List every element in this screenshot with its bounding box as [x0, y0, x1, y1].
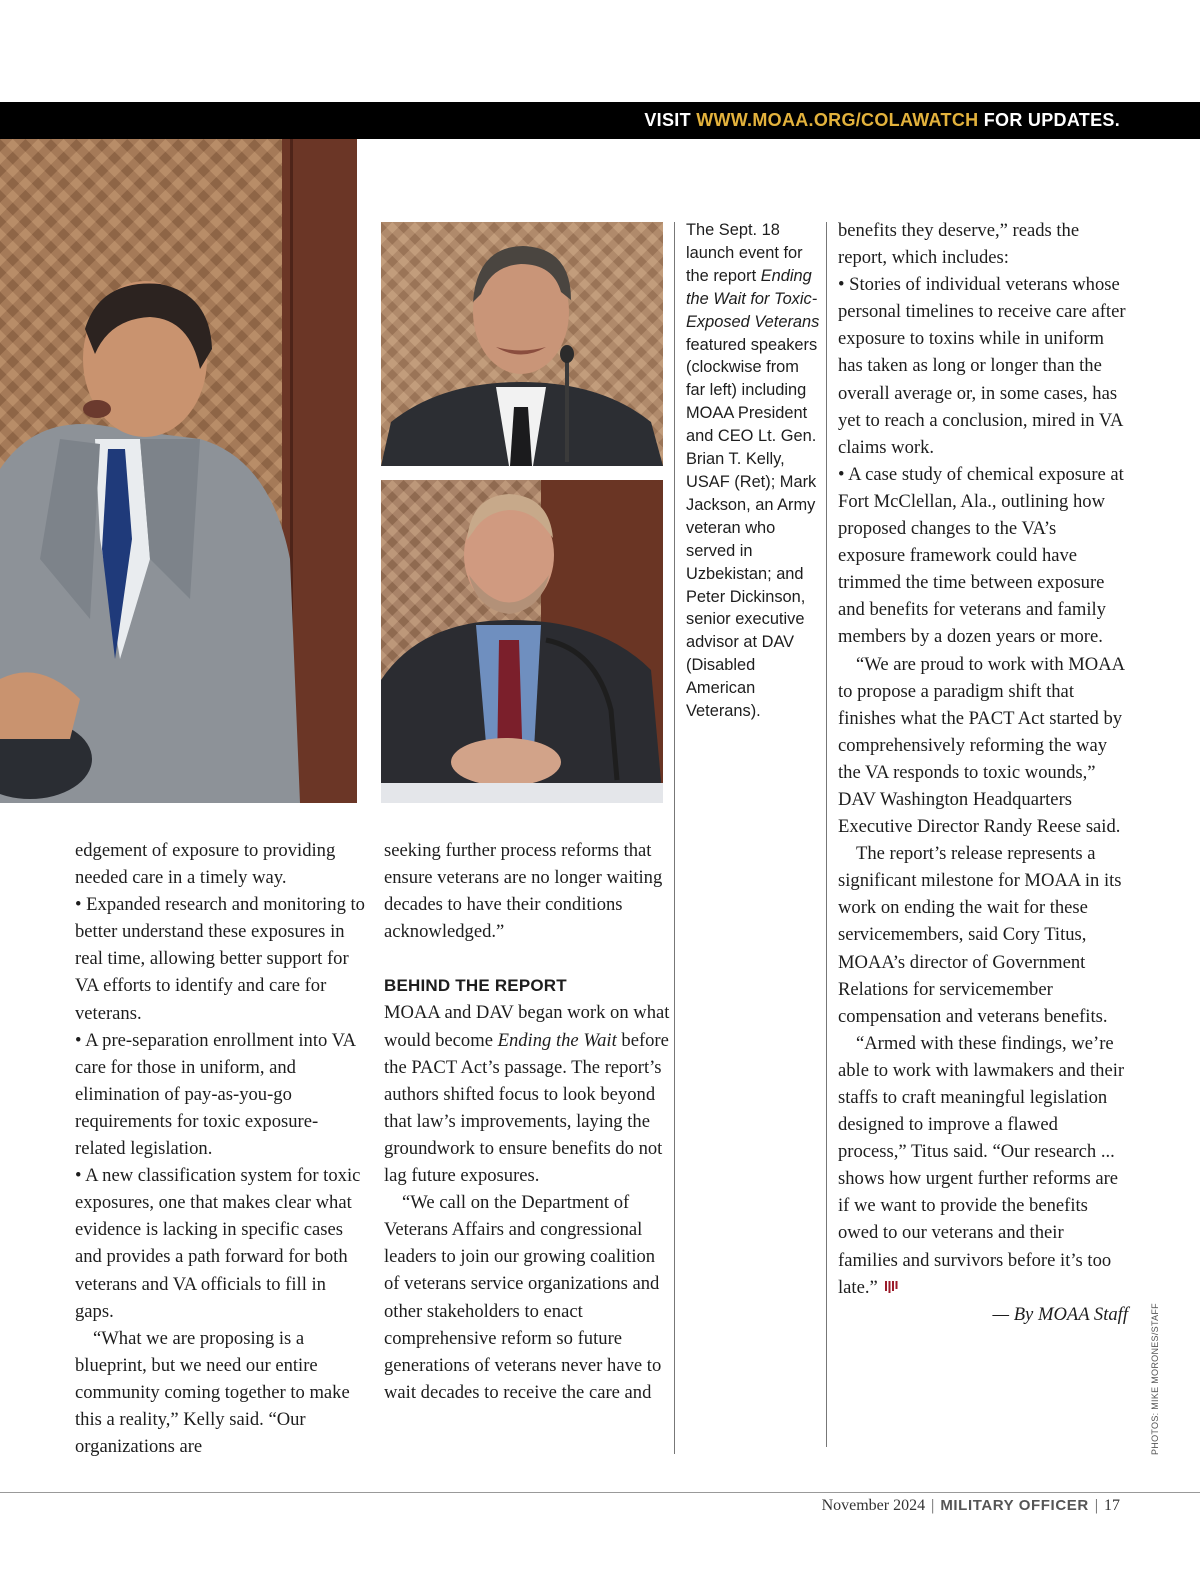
photo-caption	[686, 219, 820, 723]
paragraph: The report’s release represents a significant milestone for MOAA in its work on ending the wait for these servicemembers, said Cory Titus, MOAA’s director of Government Relations for servicemember compensation and veterans benefits.	[838, 843, 1122, 1027]
magazine-name: MILITARY OFFICER	[940, 1497, 1089, 1514]
banner-suffix: FOR UPDATES.	[978, 110, 1120, 130]
bullet-item: • A case study of chemical exposure at Fort McClellan, Ala., outlining how proposed changes to the VA’s exposure framework could have trimmed the time between exposure and benefits for veterans and family members by a dozen years or more.	[838, 463, 1124, 648]
caption-text-start: The Sept. 18 launch event for the report	[686, 221, 803, 285]
bullet-item: • Expanded research and monitoring to better understand these exposures in real time, allowing better support for VA efforts to identify and care for veterans.	[75, 894, 365, 1024]
column-divider	[826, 222, 827, 1447]
photo-credit: PHOTOS: MIKE MORONES/STAFF	[1150, 1303, 1160, 1455]
photo-jackson	[381, 222, 663, 466]
section-heading: BEHIND THE REPORT	[384, 976, 567, 996]
article-column-1	[75, 837, 365, 1460]
paragraph: edgement of exposure to providing needed care in a timely way.	[75, 840, 336, 889]
bullet-item: • A new classification system for toxic exposures, one that makes clear what evidence is lacking in specific cases and provides a path forward for both veterans and VA officials to fill in gaps.	[75, 1165, 361, 1322]
issue-date: November 2024	[821, 1497, 926, 1514]
photo-kelly-speaking	[0, 139, 357, 803]
page-number: 17	[1104, 1497, 1120, 1514]
footer-separator: |	[1094, 1497, 1098, 1514]
caption-text-end: featured speakers (clockwise from far left) including MOAA President and CEO Lt. Gen. Brian T. Kelly, USAF (Ret); Mark Jackson, an Army veteran who served in Uzbekistan; and Peter Dickinson, senior executive advisor at DAV (Disabled American Veterans).	[686, 335, 818, 721]
column-divider	[674, 222, 675, 1454]
paragraph: “We call on the Department of Veterans Affairs and congressional leaders to join our growing coalition of veterans service organizations and other stakeholders to enact comprehensive reform so future generations of veterans never have to wait decades to receive the care and	[384, 1192, 662, 1403]
caption-report-title: Ending the Wait for Toxic-Exposed Veterans	[686, 266, 820, 331]
paragraph: seeking further process reforms that ensure veterans are no longer waiting decades to have their conditions acknowledged.”	[384, 840, 663, 943]
paragraph: “We are proud to work with MOAA to propose a paradigm shift that finishes what the PACT Act started by comprehensively reforming the way the VA responds to toxic wounds,” DAV Washington Headquarters Executive Director Randy Reese said.	[838, 653, 1125, 838]
paragraph-text: “Armed with these findings, we’re able to work with lawmakers and their staffs to craft meaningful legislation designed to improve a flawed process,” Titus said. “Our research ... shows how urgent further reforms are if we want to provide the benefits owed to our veterans and their families and survivors before it’s too late.”	[838, 1032, 1125, 1298]
footer-separator: |	[931, 1497, 935, 1514]
footer-divider	[0, 1492, 1200, 1493]
report-title: Ending the Wait	[497, 1029, 617, 1051]
colawatch-link[interactable]: WWW.MOAA.ORG/COLAWATCH	[696, 110, 979, 130]
byline: — By MOAA Staff	[992, 1303, 1128, 1325]
banner-prefix: VISIT	[644, 110, 697, 130]
article-column-2	[384, 837, 674, 1406]
paragraph	[838, 1030, 1128, 1301]
paragraph	[384, 999, 674, 1189]
paragraph: “What we are proposing is a blueprint, but we need our entire community coming together to make this a reality,” Kelly said. “Our organizations are	[75, 1327, 350, 1458]
paragraph: benefits they deserve,” reads the report, which includes:	[838, 220, 1080, 269]
end-mark-icon	[884, 1280, 898, 1294]
photo-dickinson	[381, 480, 663, 803]
bullet-item: • Stories of individual veterans whose personal timelines to receive care after exposure to toxins while in uniform has taken as long or longer than the overall average or, in some cases, has yet to reach a conclusion, mired in VA claims work.	[838, 274, 1126, 458]
bullet-item: • A pre-separation enrollment into VA care for those in uniform, and elimination of pay-as-you-go requirements for toxic exposure-related legislation.	[75, 1029, 356, 1160]
page-footer	[822, 1497, 1120, 1515]
banner-text	[644, 110, 1120, 131]
paragraph-text: before the PACT Act’s passage. The report’s authors shifted focus to look beyond that law’s improvements, laying the groundwork to ensure benefits do not lag future exposures.	[384, 1029, 669, 1187]
paragraph-text: MOAA and DAV began work on what would become	[384, 1002, 670, 1051]
updates-banner	[0, 102, 1200, 139]
article-column-3	[838, 217, 1128, 1328]
